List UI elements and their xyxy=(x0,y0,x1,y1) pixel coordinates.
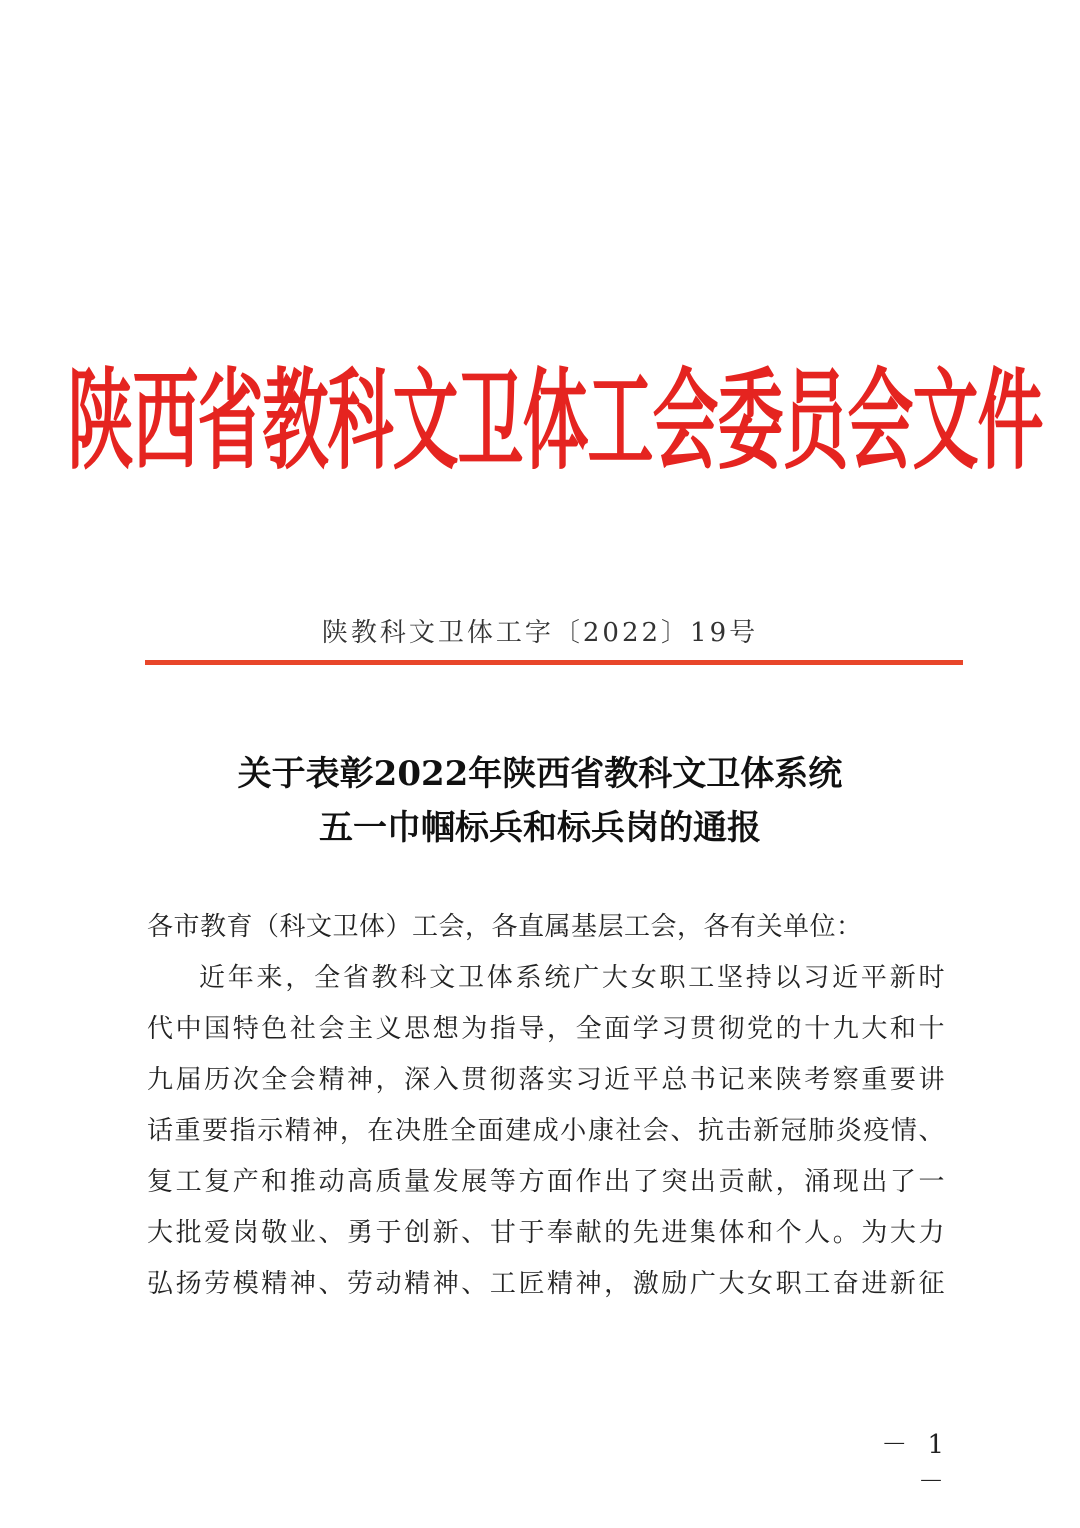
body-line-2: 代中国特色社会主义思想为指导，全面学习贯彻党的十九大和十 xyxy=(147,1014,945,1044)
document-number: 陕教科文卫体工字〔2022〕19号 xyxy=(321,618,759,648)
body-line-3: 九届历次全会精神，深入贯彻落实习近平总书记来陕考察重要讲 xyxy=(147,1065,945,1095)
salutation: 各市教育（科文卫体）工会，各直属基层工会，各有关单位： xyxy=(147,912,863,942)
notice-title-line-2: 五一巾帼标兵和标兵岗的通报 xyxy=(319,808,761,848)
page-number: － 1 － xyxy=(881,1430,950,1497)
body-line-4: 话重要指示精神，在决胜全面建成小康社会、抗击新冠肺炎疫情、 xyxy=(147,1116,945,1146)
notice-title-line-1: 关于表彰2022年陕西省教科文卫体系统 xyxy=(237,754,843,794)
masthead-title: 陕西省教科文卫体工会委员会文件 xyxy=(67,357,1043,485)
masthead xyxy=(67,352,1043,492)
red-divider-line xyxy=(145,660,963,665)
body-line-5: 复工复产和推动高质量发展等方面作出了突出贡献，涌现出了一 xyxy=(147,1167,945,1197)
body-line-1: 近年来，全省教科文卫体系统广大女职工坚持以习近平新时 xyxy=(199,963,945,993)
body-line-6: 大批爱岗敬业、勇于创新、甘于奉献的先进集体和个人。为大力 xyxy=(147,1218,945,1248)
body-line-7: 弘扬劳模精神、劳动精神、工匠精神，激励广大女职工奋进新征 xyxy=(147,1269,945,1299)
